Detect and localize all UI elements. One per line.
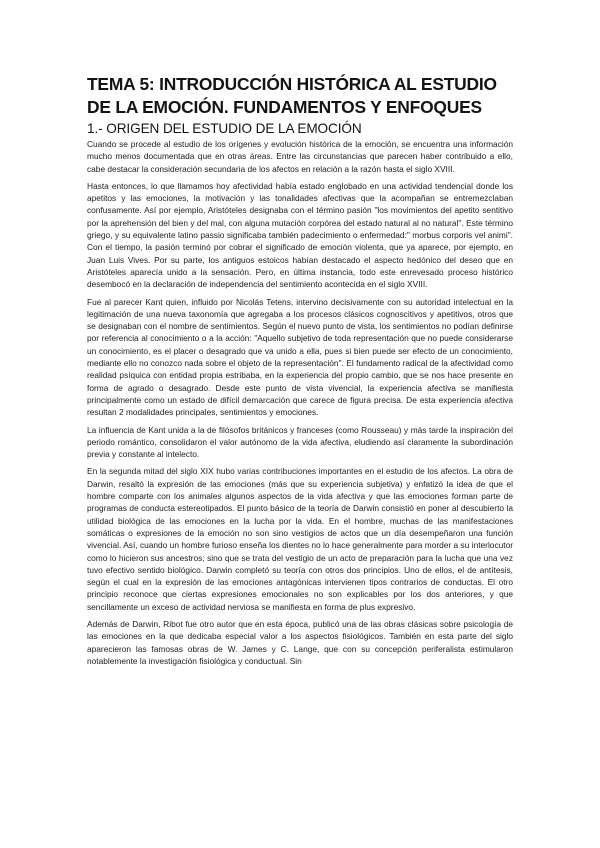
section-heading: 1.- ORIGEN DEL ESTUDIO DE LA EMOCIÓN <box>87 121 362 136</box>
paragraph-4: La influencia de Kant unida a la de filósofos británicos y franceses (como Rousseau) y más tarde la inspiración del periodo romántico, consolidaron el valor autónomo de la vida afectiva, eludiendo así claramente la subordinación previa y constante al intelecto. <box>87 424 513 460</box>
document-title: TEMA 5: INTRODUCCIÓN HISTÓRICA AL ESTUDIO DE LA EMOCIÓN. FUNDAMENTOS Y ENFOQUES <box>87 74 497 117</box>
paragraph-5: En la segunda mitad del siglo XIX hubo varias contribuciones importantes en el estudio de los afectos. La obra de Darwin, resaltó la expresión de las emociones (más que su experiencia subjetiva) y enfatizó la idea de que el hombre comparte con los animales algunos aspectos de la vida afectiva y que las emociones forman parte de programas de conducta estereotipados. El punto básico de la teoría de Darwin consistió en poner al descubierto la utilidad biológica de las emociones en la lucha por la vida. En el hombre, muchas de las manifestaciones somáticas o expresiones de la emoción no son sino vestigios de actos que un día desempeñaron una función vivencial. Así, cuando un hombre furioso enseña los dientes no lo hace generalmente para morder a su interlocutor como lo hicieron sus ancestros; sino que se trata del vestigio de un acto de preparación para la lucha que una vez tuvo efectivo sentido biológico. Darwin completó su teoría con otros dos principios. Uno de ellos, el de antítesis, según el cual en la expresión de las emociones antagónicas intervienen tipos contrarios de conductas. El otro principio reconoce que ciertas expresiones emocionales no son explicables por los dos anteriores, y que sencillamente un exceso de actividad nerviosa se manifiesta en forma de plus expresivo. <box>87 466 513 612</box>
paragraph-3: Fue al parecer Kant quien, influido por Nicolás Tetens, intervino decisivamente con su autoridad intelectual en la legitimación de una nueva taxonomía que agregaba a los procesos clásicos cognoscitivos y apetitivos, otros que se designaban con el nombre de sentimientos. Según el nuevo punto de vista, los sentimientos no podían definirse por referencia al conocimiento o a la acción: "Aquello subjetivo de toda representación que no puede considerarse un conocimiento, es el placer o desagrado que va unido a ella, pues si bien puede ser efecto de un conocimiento, mediante ello no conozco nada sobre el objeto de la representación". El fundamento radical de la afectividad como realidad psíquica con entidad propia estribaba, en la experiencia del propio cambio, que se nos hace presente en forma de agrado o desagrado. Desde este punto de vista vivencial, la experiencia afectiva se manifiesta principalmente como un estado de difícil demarcación que carece de figura precisa. De esta experiencia afectiva resultan 2 modalidades principales, sentimientos y emociones. <box>87 296 513 418</box>
paragraph-1: Cuando se procede al estudio de los orígenes y evolución histórica de la emoción, se encuentra una información mucho menos documentada que en otras áreas. Entre las circunstancias que parecen haber contribuido a ello, cabe destacar la consideración secundaria de los afectos en relación a la razón hasta el siglo XVIII. <box>87 139 513 174</box>
document-content <box>87 73 513 667</box>
paragraph-2: Hasta entonces, lo que llamamos hoy afectividad había estado englobado en una actividad tendencial donde los apetitos y las emociones, la motivación y las tonalidades afectivas que la acompañan se entremezclaban confusamente. Así por ejemplo, Aristóteles designaba con el término pasión "los movimientos del apetito sentitivo por la aprehensión del bien y del mal, con alguna mutación corpórea del estado natural al no natural". Este término griego, y su equivalente latino passio significaba también padecimiento o enfermedad:" morbus corporis vel animi". Con el tiempo, la pasión terminó por cobrar el significado de emoción violenta, que ya aparece, por ejemplo, en Juan Luis Vives. Por su parte, los antiguos estoicos habían destacado el aspecto hedónico del deseo que en Aristóteles aparecía unido a la sensación. Pero, en última instancia, todo este enrevesado proceso histórico desembocó en la declaración de independencia del sentimiento acontecida en el siglo XVIII. <box>87 180 513 290</box>
paragraph-6: Además de Darwin, Ribot fue otro autor que en esta época, publicó una de las obras clásicas sobre psicología de las emociones en la que dedicaba especial valor a los aspectos fisiológicos. También en esta parte del siglo aparecieron las famosas obras de W. James y C. Lange, que con su concepción periferalista estimularon notablemente la investigación fisiológica y conductual. Sin <box>87 618 513 666</box>
